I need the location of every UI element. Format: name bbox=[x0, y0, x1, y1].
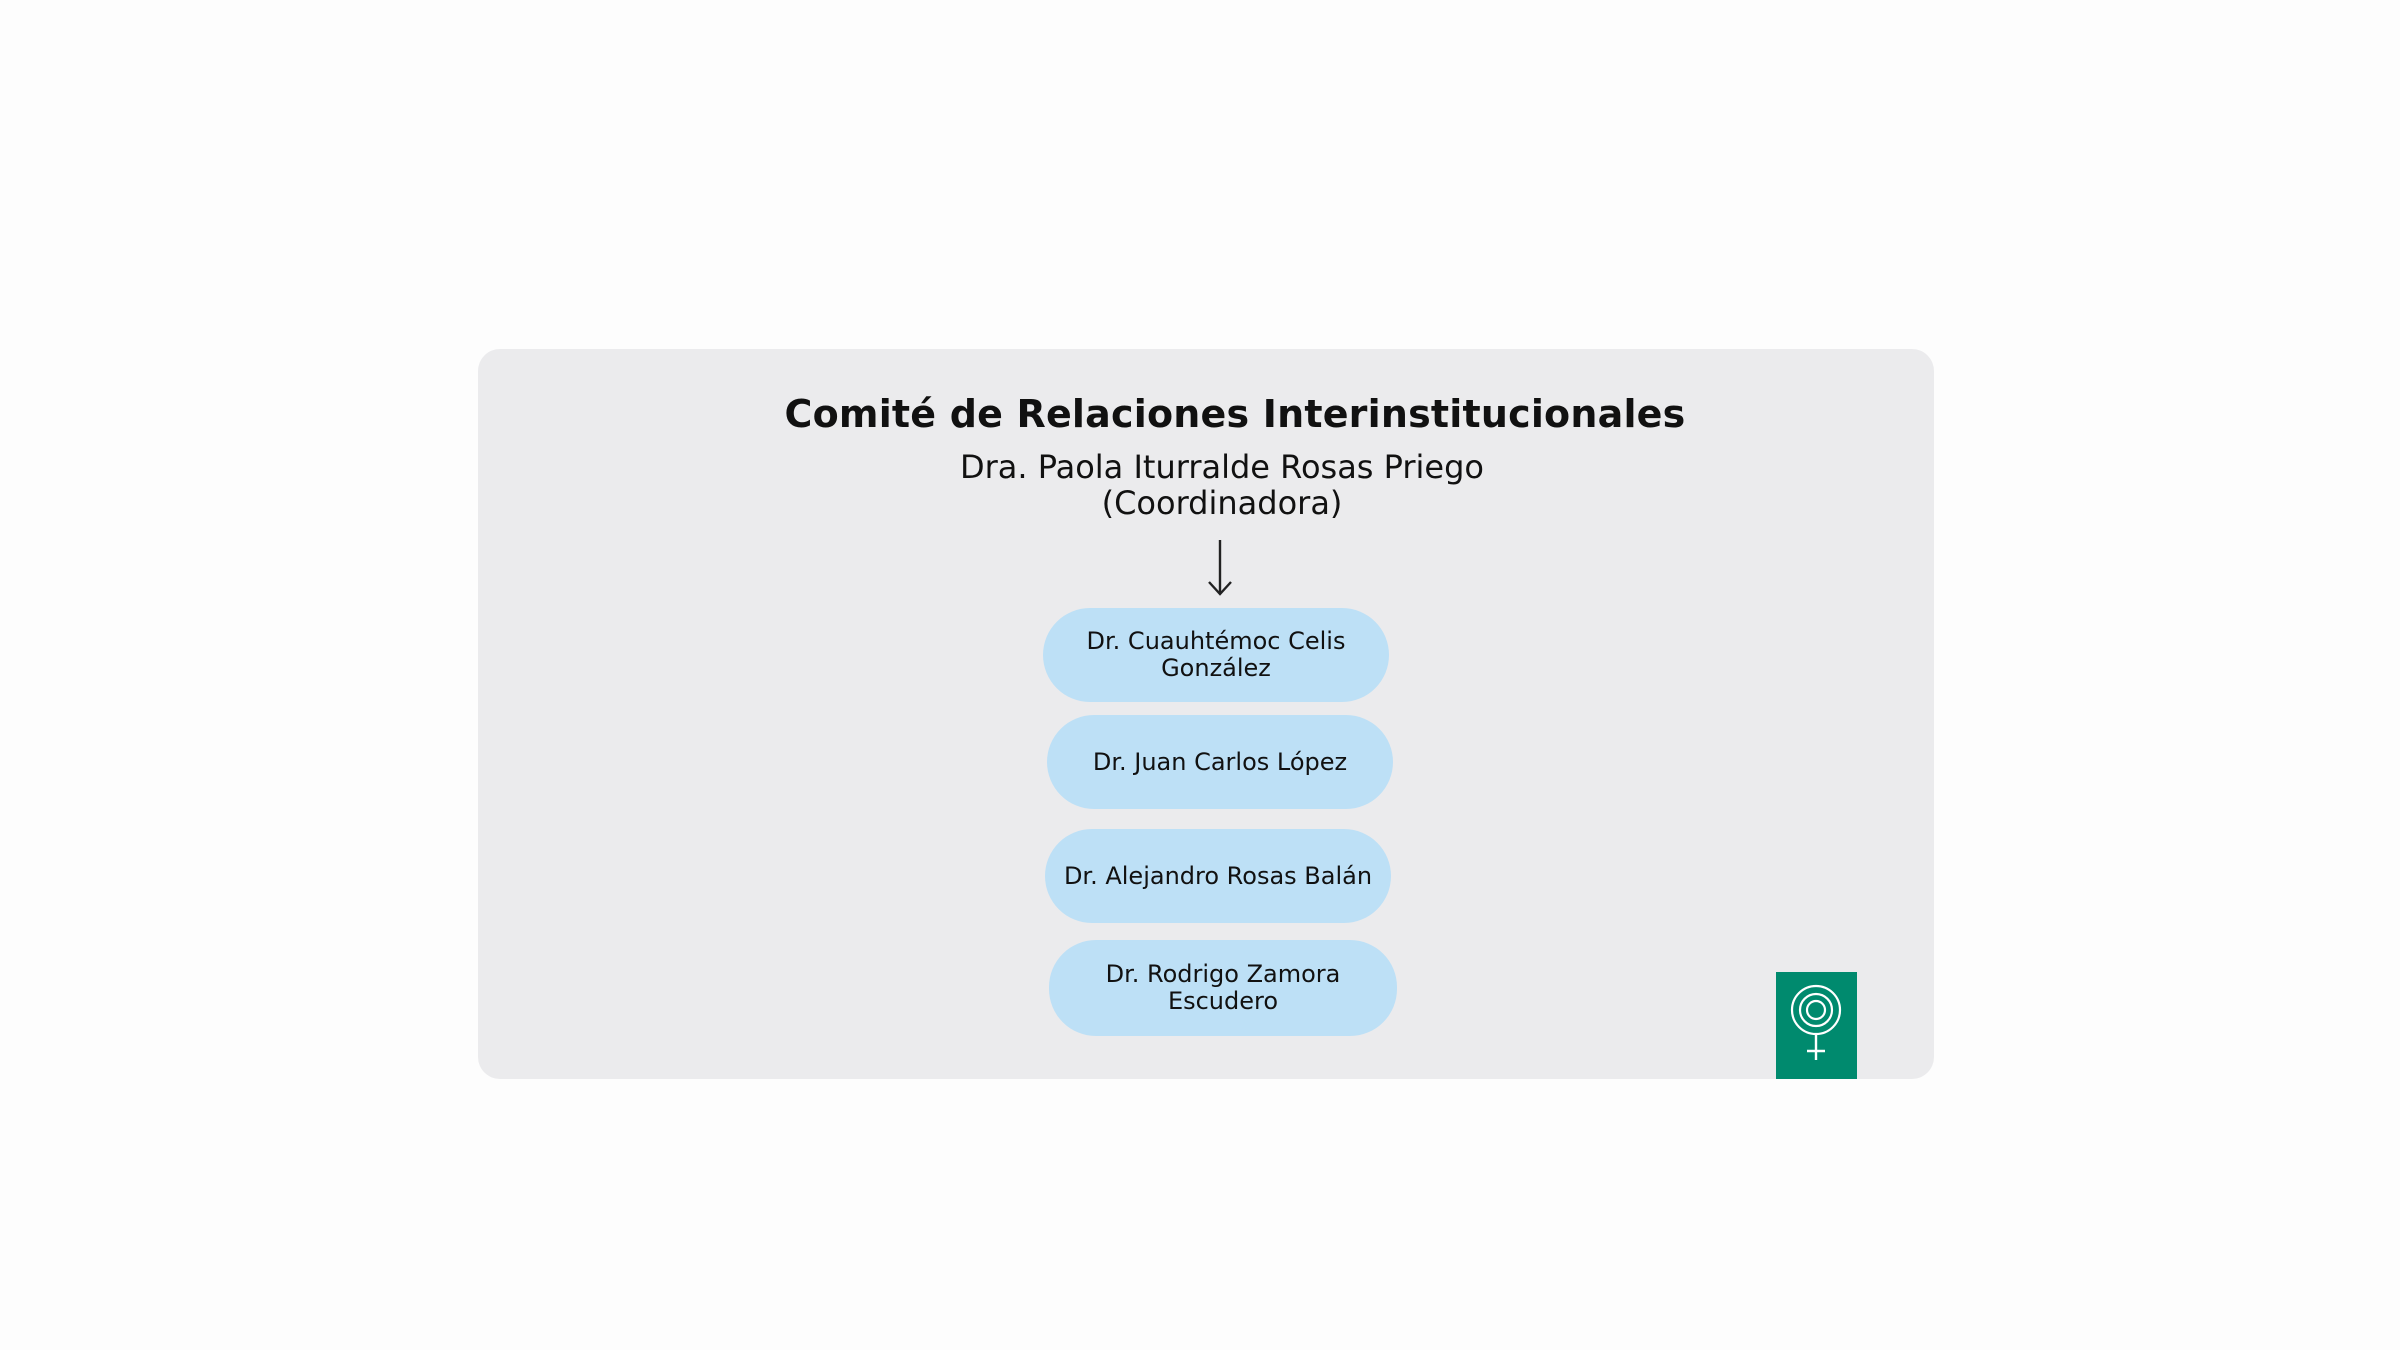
committee-title: Comité de Relaciones Interinstitucionales bbox=[784, 392, 1686, 436]
member-name-line2: González bbox=[1161, 654, 1271, 682]
member-pill bbox=[1049, 940, 1397, 1036]
member-pill bbox=[1043, 608, 1389, 702]
logo bbox=[1776, 972, 1857, 1079]
member-pill bbox=[1045, 829, 1391, 923]
member-name-line1: Dr. Alejandro Rosas Balán bbox=[1063, 861, 1373, 890]
coordinator-block bbox=[0, 449, 2400, 521]
member-name-line1: Dr. Juan Carlos López bbox=[1092, 747, 1348, 776]
female-symbol-logo-icon bbox=[1776, 972, 1857, 1079]
member-name-line2: Escudero bbox=[1167, 987, 1279, 1015]
arrow-down-icon bbox=[1206, 538, 1234, 598]
member-pill bbox=[1047, 715, 1393, 809]
member-name-line1: Dr. Cuauhtémoc Celis bbox=[1086, 627, 1346, 655]
coordinator-name: Dra. Paola Iturralde Rosas Priego bbox=[959, 448, 1484, 486]
member-name-line1: Dr. Rodrigo Zamora bbox=[1105, 960, 1341, 988]
coordinator-role: (Coordinadora) bbox=[1101, 484, 1343, 522]
